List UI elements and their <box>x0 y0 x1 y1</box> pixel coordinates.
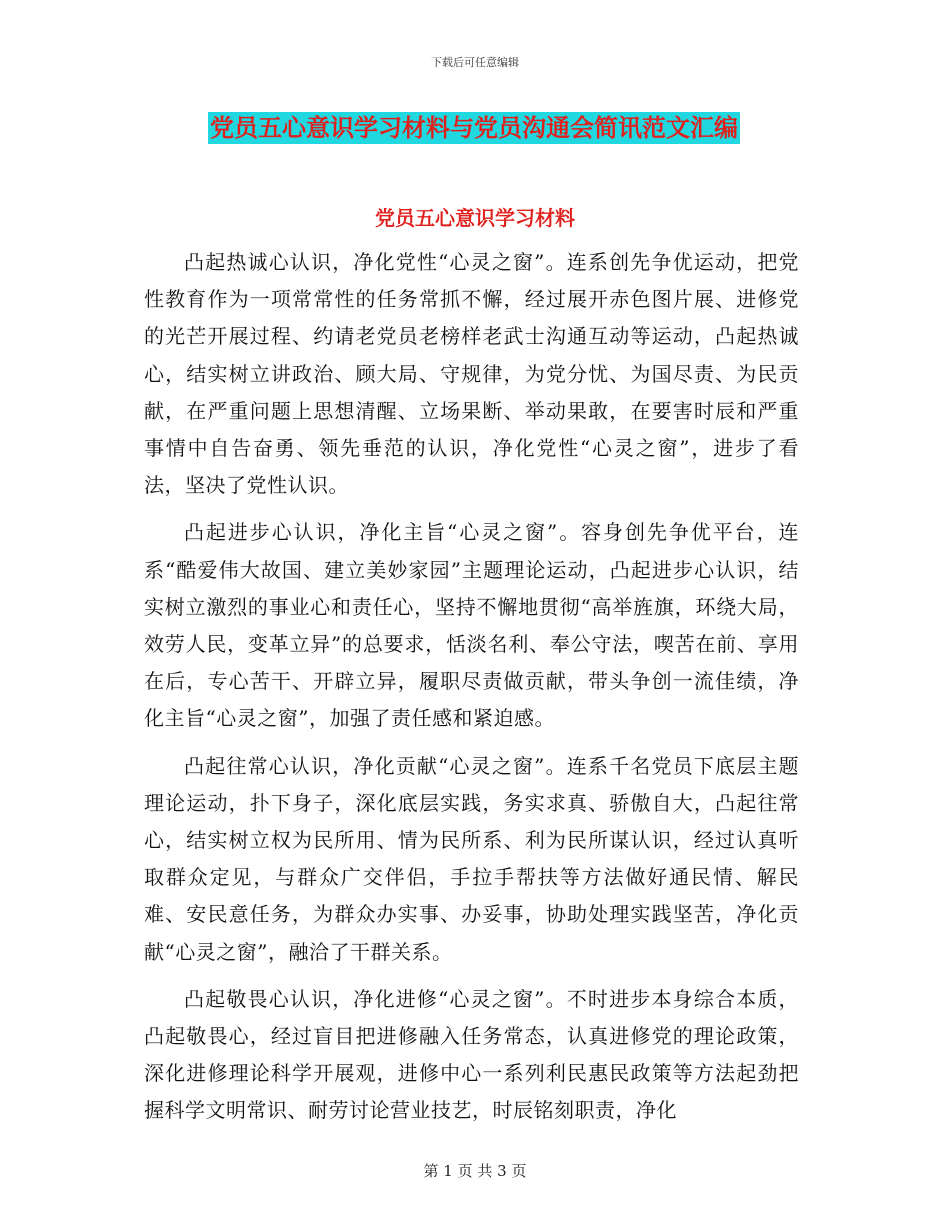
paragraph-1: 凸起热诚心认识，净化党性“心灵之窗”。连系创先争优运动，把党性教育作为一项常常性的任务常抓不懈，经过展开赤色图片展、进修党的光芒开展过程、约请老党员老榜样老武士沟通互动等运动，凸起热诚心，结实树立讲政治、顾大局、守规律，为党分忧、为国尽责、为民贡献，在严重问题上思想清醒、立场果断、举动果敢，在要害时辰和严重事情中自告奋勇、领先垂范的认识，净化党性“心灵之窗”，进步了看法，坚决了党性认识。 <box>144 250 799 498</box>
paragraph-4: 凸起敬畏心认识，净化进修“心灵之窗”。不时进步本身综合本质，凸起敬畏心，经过盲目把进修融入任务常态，认真进修党的理论政策，深化进修理论科学开展观，进修中心一系列利民惠民政策等方法起劲把握科学文明常识、耐劳讨论营业技艺，时辰铭刻职责，净化 <box>144 986 799 1123</box>
section-title: 党员五心意识学习材料 <box>375 206 575 230</box>
page-footer: 第 1 页 共 3 页 <box>423 1162 527 1180</box>
header-note: 下载后可任意编辑 <box>431 56 519 69</box>
paragraph-3: 凸起往常心认识，净化贡献“心灵之窗”。连系千名党员下底层主题理论运动，扑下身子，深化底层实践，务实求真、骄傲自大，凸起往常心，结实树立权为民所用、情为民所系、利为民所谋认识，经过认真听取群众定见，与群众广交伴侣，手拉手帮扶等方法做好通民情、解民难、安民意任务，为群众办实事、办妥事，协助处理实践坚苦，净化贡献“心灵之窗”，融洽了干群关系。 <box>144 753 799 964</box>
document-body <box>144 244 799 1140</box>
paragraph-2: 凸起进步心认识，净化主旨“心灵之窗”。容身创先争优平台，连系“酷爱伟大故国、建立美妙家园”主题理论运动，凸起进步心认识，结实树立激烈的事业心和责任心，坚持不懈地贯彻“高举旌旗，环绕大局，效劳人民，变革立异”的总要求，恬淡名利、奉公守法，喫苦在前、享用在后，专心苦干、开辟立异，履职尽责做贡献，带头争创一流佳绩，净化主旨“心灵之窗”，加强了责任感和紧迫感。 <box>144 520 799 731</box>
document-title: 党员五心意识学习材料与党员沟通会简讯范文汇编 <box>210 114 738 142</box>
